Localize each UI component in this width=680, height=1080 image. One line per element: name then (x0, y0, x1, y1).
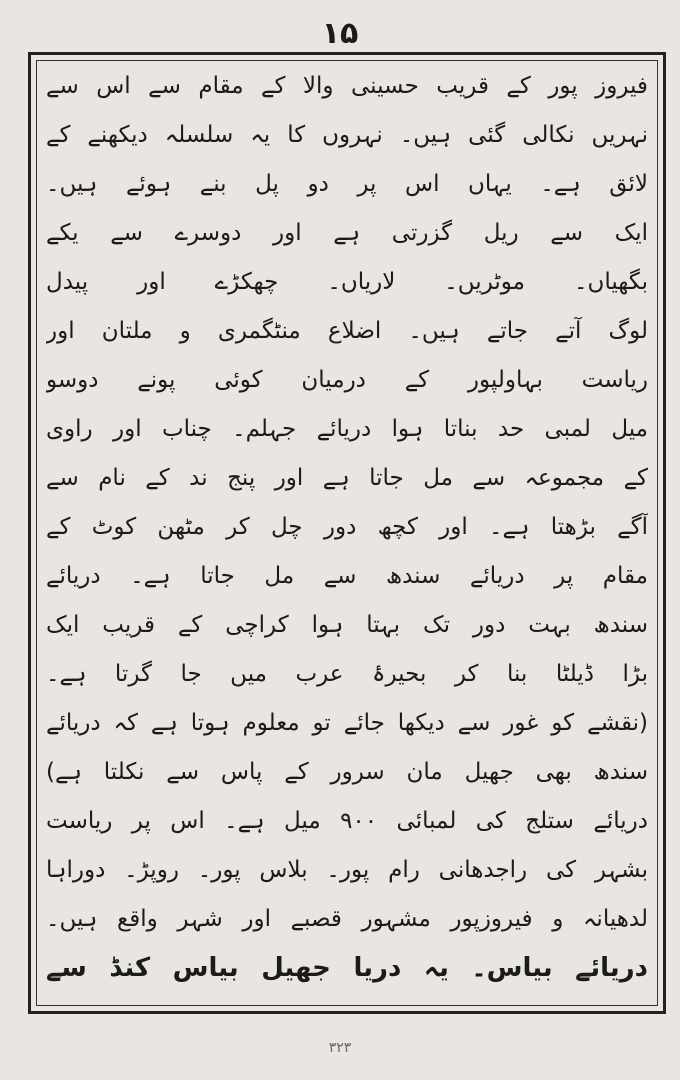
text-line: بڑا ڈیلٹا بنا کر بحیرۂ عرب میں جا گرتا ہے۔ (46, 661, 648, 687)
text-line: مقام پر دریائے سندھ سے مل جاتا ہے۔ دریائے (46, 563, 648, 589)
footer-mark: ۳۲۳ (328, 1040, 352, 1056)
text-line: ایک سے ریل گزرتی ہے اور دوسرے سے یکے (46, 220, 648, 246)
text-line: میل لمبی حد بناتا ہوا دریائے جہلم۔ چناب اور راوی (46, 416, 648, 442)
text-line: لوگ آتے جاتے ہیں۔ اضلاع منٹگمری و ملتان اور (46, 318, 648, 344)
text-body (46, 62, 648, 1002)
text-line: سندھ بھی جھیل مان سرور کے پاس سے نکلتا ہے) (46, 759, 648, 785)
text-line: نہریں نکالی گئی ہیں۔ نہروں کا یہ سلسلہ دیکھنے کے (46, 122, 648, 148)
text-line: لدھیانہ و فیروزپور مشہور قصبے اور شہر واقع ہیں۔ (46, 906, 648, 932)
page-number: ۱۵ (321, 16, 359, 51)
text-line: بگھیاں۔ موٹریں۔ لاریاں۔ چھکڑے اور پیدل (46, 269, 648, 295)
text-line: فیروز پور کے قریب حسینی والا کے مقام سے اس سے (46, 73, 648, 99)
text-line: ریاست بہاولپور کے درمیان کوئی پونے دوسو (46, 367, 648, 393)
section-heading-line: دریائے بیاس۔ یہ دریا جھیل بیاس کنڈ سے (46, 953, 648, 983)
text-line: لائق ہے۔ یہاں اس پر دو پل بنے ہوئے ہیں۔ (46, 171, 648, 197)
text-line: دریائے ستلج کی لمبائی ۹۰۰ میل ہے۔ اس پر ریاست (46, 808, 648, 834)
text-line: بشہر کی راجدھانی رام پور۔ بلاس پور۔ روپڑ۔ دوراہا (46, 857, 648, 883)
text-line: (نقشے کو غور سے دیکھا جائے تو معلوم ہوتا ہے کہ دریائے (46, 710, 648, 736)
text-line: کے مجموعہ سے مل جاتا ہے اور پنج ند کے نام سے (46, 465, 648, 491)
text-line: آگے بڑھتا ہے۔ اور کچھ دور چل کر مٹھن کوٹ کے (46, 514, 648, 540)
text-line: سندھ بہت دور تک بہتا ہوا کراچی کے قریب ایک (46, 612, 648, 638)
